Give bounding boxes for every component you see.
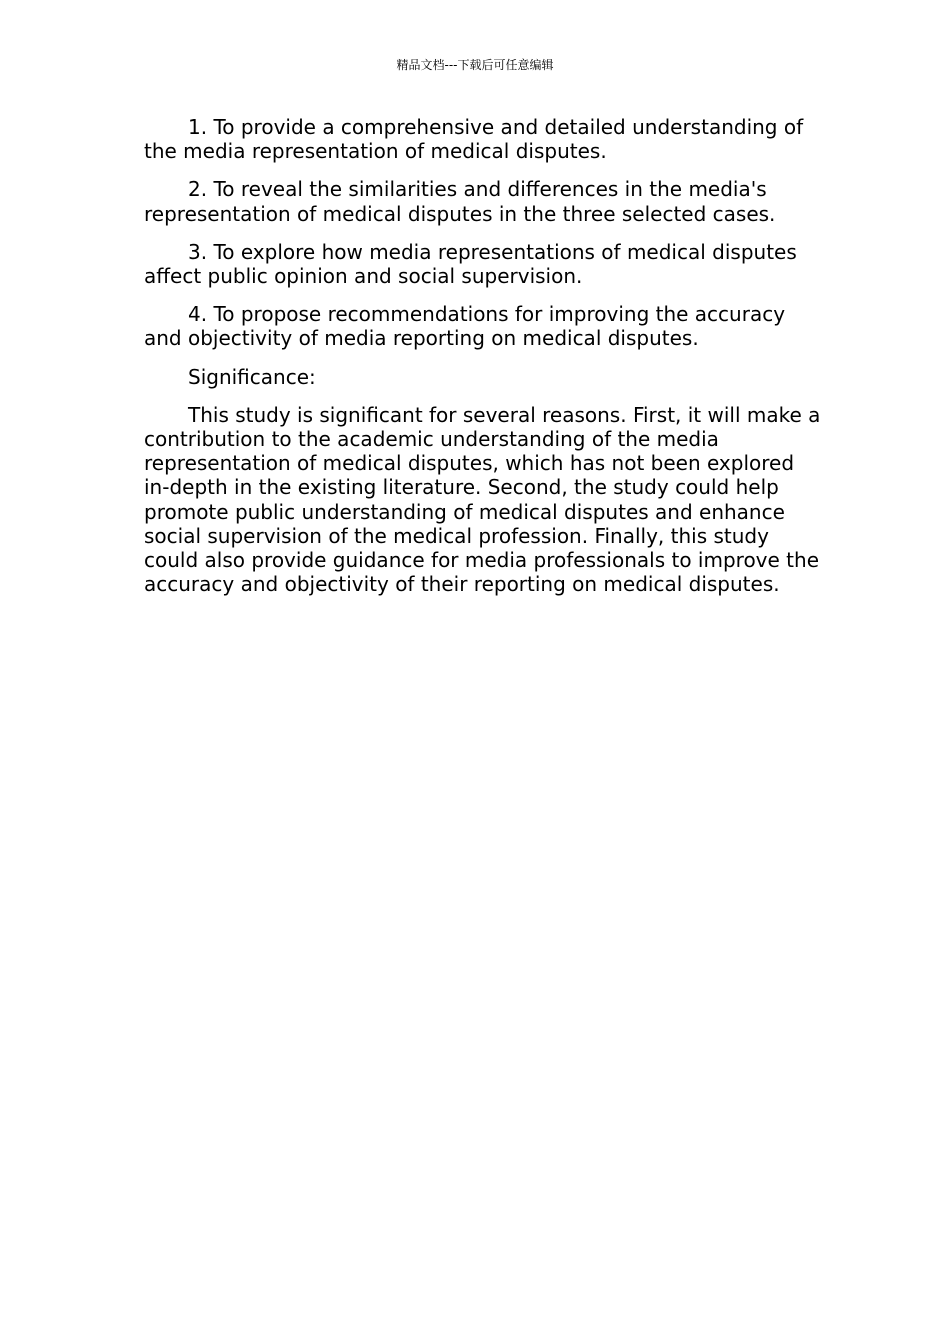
significance-heading: Significance: [188, 364, 316, 389]
page-header: 精品文档---下载后可任意编辑 [396, 58, 554, 72]
significance-paragraph: This study is significant for several reasons. First, it will make a contribution to the academic understanding of the media representation of medical disputes, which has not been explored in-depth in the existing literature. Second, the study could help promote public understanding of medical disputes and enhance social supervision of the medical profession. Finally, this study could also provide guidance for media professionals to improve the accuracy and objectivity of their reporting on medical disputes. [144, 402, 821, 597]
objective-4-paragraph: 4. To propose recommendations for improving the accuracy and objectivity of media reporting on medical disputes. [144, 302, 786, 351]
objective-3-paragraph: 3. To explore how media representations of medical disputes affect public opinion and social supervision. [144, 239, 797, 289]
objective-2-paragraph: 2. To reveal the similarities and differences in the media's representation of medical disputes in the three selected cases. [144, 177, 776, 226]
document-body [144, 115, 824, 610]
objective-1-paragraph: 1. To provide a comprehensive and detailed understanding of the media representation of medical disputes. [144, 115, 804, 164]
